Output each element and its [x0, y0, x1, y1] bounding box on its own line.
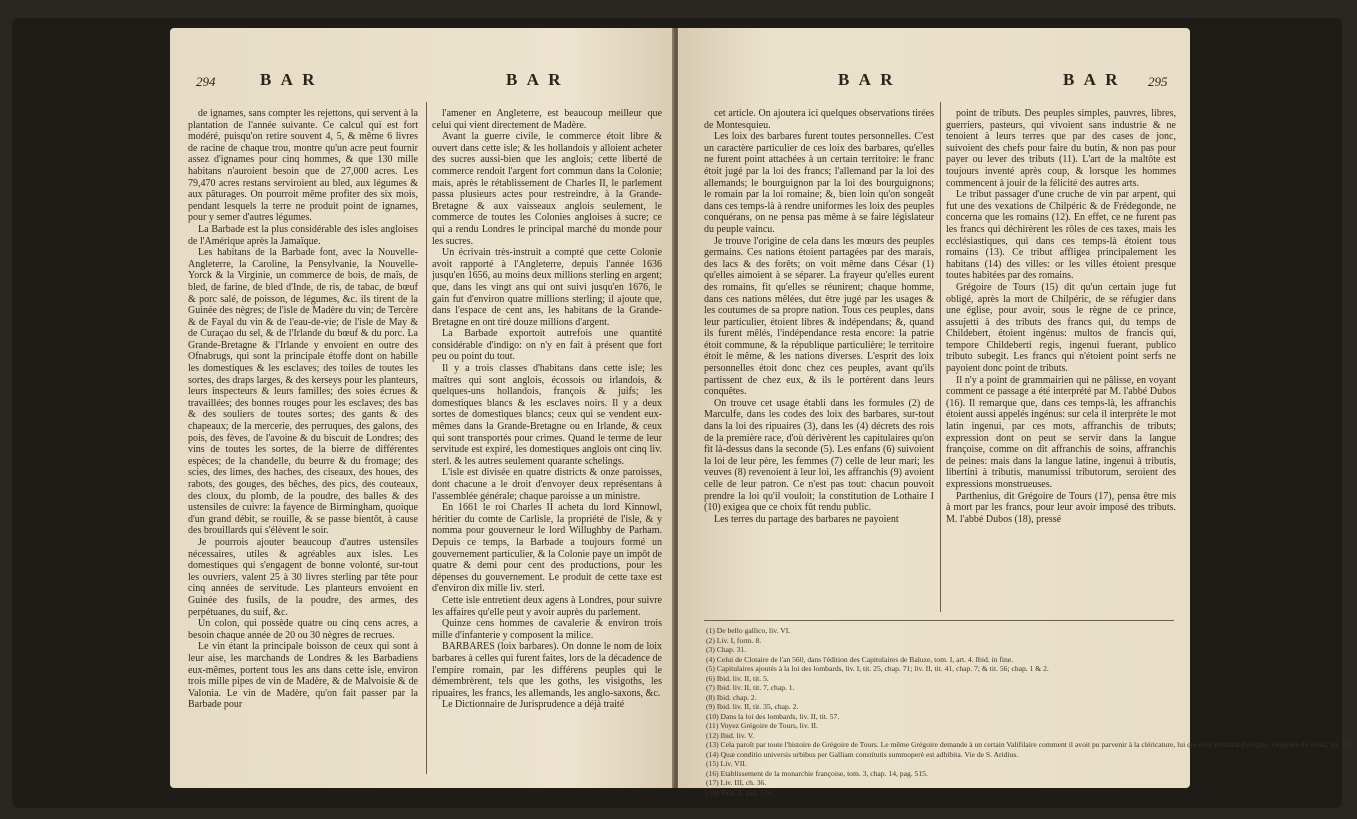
footnote: (2) Liv. I, form. 8.	[706, 635, 762, 645]
footnote: (8) Ibid. chap. 2.	[706, 692, 757, 702]
paragraph: Le tribut passager d'une cruche de vin par arpent, qui fut une des vexations de Chilpéric & de Frédegonde, ne concerna que les romains (12). En effet, ce ne furent pas les francs qui déchirèrent les rôles de ces taxes, mais les ecclésiastiques, qui dans ces temps-là étoient tous romains (13). Ce tribut affligea principalement les habitans (14) des villes: or les villes étoient presque toutes habitées par des romains.	[946, 189, 1176, 282]
paragraph: BARBARES (loix barbares). On donne le nom de loix barbares à celles qui furent faites, lors de la décadence de l'empire romain, par les différens peuples qui le démembrèrent, tels que les goths, les visigoths, les ripuaires, les francs, les allemands, les anglo-saxons, &c.	[432, 641, 662, 699]
running-head-left: B A R	[838, 70, 896, 89]
paragraph: Quinze cens hommes de cavalerie & environ trois mille d'infanterie y composent la milice.	[432, 618, 662, 641]
footnote: (11) Voyez Grégoire de Tours, liv. II.	[706, 721, 818, 730]
left-page	[170, 28, 675, 788]
footnote: (13) Cela paroît par toute l'histoire de Grégoire de Tours. Le même Grégoire demande à un certain Valifilaire comment il avoit pu parvenir à la cléricature, lui qui étoit lombard d'origine. Grégoire de Tours, liv. VIII.	[706, 740, 1357, 749]
footnote: (18) Tom. 3, pag. 514.	[706, 787, 774, 797]
paragraph: Il y a trois classes d'habitans dans cette isle; les maîtres qui sont anglois, écossois ou irlandois, & quelques-uns hollandois, françois & juifs; les domestiques blancs & les esclaves noirs. Il y a deux sortes de domestiques blancs; ceux qui se vendent eux-mêmes dans la Grande-Bretagne ou en Irlande, & ceux qui sont transportés pour crimes. Quand le terme de leur servitude est expiré, les domestiques anglois ont cinq liv. sterl. & les autres seulement quarante schelings.	[432, 363, 662, 467]
paragraph: L'isle est divisée en quatre districts & onze paroisses, dont chacune a le droit d'envoyer deux représentans à l'assemblée générale; chaque paroisse a un ministre.	[432, 467, 662, 502]
footnote: (10) Dans la loi des lombards, liv. II, tit. 57.	[706, 711, 840, 721]
paragraph: Parthenius, dit Grégoire de Tours (17), pensa être mis à mort par les francs, pour leur avoir imposé des tributs. M. l'abbé Dubos (18), pressé	[946, 490, 1176, 525]
text-column-left	[704, 108, 934, 525]
paragraph: Les terres du partage des barbares ne payoient	[714, 513, 899, 525]
paragraph: En 1661 le roi Charles II acheta du lord Kinnowl, héritier du comte de Carlisle, la propriété de l'isle, & y nomma pour gouverneur le lord Willughby de Parham. Depuis ce temps, la Barbade a toujours formé un gouvernement particulier, & la Colonie paye un impôt de quatre & demi pour cent des productions, pour les dépenses du gouvernement. Le produit de cette taxe est d'environ dix mille liv. sterl.	[432, 502, 662, 595]
page-number: 294	[196, 74, 216, 89]
footnote: (15) Liv. VII.	[706, 759, 747, 768]
footnote: (17) Liv. III, ch. 36.	[706, 778, 767, 787]
paragraph: On trouve cet usage établi dans les formules (2) de Marculfe, dans les codes des loix des barbares, sur-tout dans la loi des ripuaires (3), dans les (4) décrets des rois de la première race, d'où dérivèrent les capitulaires qu'on fit là-dessus dans la seconde (5). Les enfans (6) suivoient la loi de leur père, les femmes (7) celle de leur mari; les veuves (8) revenoient à leur loi, les affranchis (9) avoient celle de leur patron. Ce n'est pas tout: chacun pouvoit prendre la loi qu'il vouloit; la constitution de Lothaire I (10) exigea que ce choix fût rendu public.	[704, 397, 934, 514]
footnote: (12) Ibid. liv. V.	[706, 730, 755, 740]
paragraph: Il n'y a point de grammairien qui ne pâlisse, en voyant comment ce passage a été interprété par M. l'abbé Dubos (16). Il remarque que, dans ces temps-là, les affranchis étoient aussi appelés ingénus: sur cela il interprète le mot latin ingenui, par ces mots, affranchis de tributs; expression dont on peut se servir dans la langue françoise, comme on dit affranchis de soins, affranchis de peines: mais dans la langue latine, ingenui à tributis, libertini à tributis, manumissi tributorum, seroient des expressions monstrueuses.	[946, 374, 1176, 490]
page-number: 295	[1148, 74, 1168, 89]
paragraph: La Barbade exportoit autrefois une quantité considérable d'indigo: on n'y en fait à présent que fort peu ou point du tout.	[432, 328, 662, 363]
footnote: (14) Quæ conditio universis urbibus per Galliam constitutis summoperè est adhibita. Vie de S. Aridius.	[706, 749, 1019, 759]
paragraph: Avant la guerre civile, le commerce étoit libre & ouvert dans cette isle; & les hollandois y alloient acheter des sucres aussi-bien que les anglois; cette liberté de commerce rendoit l'argent fort commun dans la Colonie; mais, après le rétablissement de Charles II, le parlement passa plusieurs actes pour restreindre, à la Grande-Bretagne & aux vaisseaux anglois seulement, le commerce de toutes les Colonies angloises à sucre; ce qui a rendu Londres le principal marché du monde pour les sucres.	[432, 131, 662, 247]
paragraph: cet article. On ajoutera ici quelques observations tirées de Montesquieu.	[704, 108, 934, 131]
paragraph: La Barbade est la plus considérable des isles angloises de l'Amérique après la Jamaïque.	[188, 223, 418, 247]
text-column-right	[432, 108, 662, 711]
footnote: (16) Etablissement de la monarchie françoise, tom. 3, chap. 14, pag. 515.	[706, 768, 928, 778]
paragraph: Cette isle entretient deux agens à Londres, pour suivre les affaires qu'elle peut y avoir auprès du parlement.	[432, 594, 662, 618]
column-divider	[426, 102, 427, 774]
footnote: (3) Chap. 31.	[706, 645, 747, 654]
footnote: (7) Ibid. liv. II, tit. 7, chap. 1.	[706, 683, 795, 692]
right-page	[678, 28, 1357, 797]
footnote: (5) Capitulaires ajoutés à la loi des lombards, liv. I, tit. 25, chap. 71; liv. II, tit. 41, chap. 7; & tit. 56; chap. 1 & 2.	[706, 664, 1049, 673]
paragraph: l'amener en Angleterre, est beaucoup meilleur que celui qui vient directement de Madère.	[432, 108, 662, 131]
column-divider	[940, 102, 941, 612]
paragraph: Je trouve l'origine de cela dans les mœurs des peuples germains. Ces nations étoient partagées par des marais, des lacs & des forêts; on voit même dans César (1) qu'elles aimoient à se séparer. La frayeur qu'elles eurent des romains, fit qu'elles se réunirent; chaque homme, dans ces nations mêlées, dut être jugé par les usages & les coutumes de sa propre nation. Tous ces peuples, dans leur particulier, étoient libres & indépendans; &, quand ils furent mêlés, l'indépendance resta encore: la patrie étoit commune, & la république particulière; le territoire étoit le même, & les nations diverses. L'esprit des loix personnelles étoit donc chez ces peuples, avant qu'ils partissent de chez eux, & ils le portèrent dans leurs conquêtes.	[704, 235, 934, 398]
running-head-right: B A R	[1063, 70, 1121, 89]
footnotes	[706, 626, 1357, 797]
paragraph: Un colon, qui possède quatre ou cinq cens acres, a besoin chaque année de 20 ou 30 nègres de recrues.	[188, 618, 418, 641]
paragraph: Le Dictionnaire de Jurisprudence a déjà traité	[442, 699, 625, 711]
running-head-right: B A R	[506, 70, 564, 89]
paragraph: Les habitans de la Barbade font, avec la Nouvelle-Angleterre, la Caroline, la Pensylvanie, la Nouvelle-Yorck & la Virginie, un commerce de bois, de maïs, de bled, de farine, de bled d'Inde, de ris, de tabac, de bœuf & porc salé, de poisson, de légumes, &c. ils tirent de la Guinée des nègres; de l'isle de Madère du vin; de Tercère & de Fayal du vin & de l'eau-de-vie; de l'isle de May & de Curaçao du sel, & de l'Irlande du bœuf & du porc. La Grande-Bretagne & l'Irlande y envoient en outre des Ofnabrugs, qui sont la principale étoffe dont on habille les domestiques & les esclaves; des toiles de toutes les sortes, des draps larges, & des kerseys pour les planteurs, leurs inspecteurs & leurs familles; des soies écrues & travaillées; des bonnes rouges pour les esclaves; des bas & des souliers de toutes sortes; des gants & des chapeaux; de la mercerie, des perruques, des galons, des pois, des fèves, de l'avoine & du biscuit de Londres; des vins de toutes les sortes, de la bierre de différentes espèces; de la chandelle, du beurre & du fromage; des scies, des limes, des haches, des ciseaux, des houes, des rabots, des gouges, des bêches, des pics, des couteaux, des cloux, du plomb, de la poudre, des balles & des ustensiles de cuivre: la fayence de Birmingham, quoique d'un grand débit, se rouille, & se passe bientôt, à cause des brouillards qui s'élèvent le soir.	[188, 247, 418, 537]
footnote: (9) Ibid. liv. II, tit. 35, chap. 2.	[706, 702, 799, 711]
footnote: (4) Celui de Clotaire de l'an 560, dans l'édition des Capitulaires de Baluze, tom. I, art. 4. Ibid. in fine.	[706, 654, 1014, 664]
paragraph: Je pourrois ajouter beaucoup d'autres ustensiles nécessaires, utiles & agréables aux isles. Les domestiques qui s'engagent de bonne volonté, sur-tout les ouvriers, valent 25 à 30 livres sterling par tête pour cinq années de servitude. Les planteurs envoient en Guinée des fusils, de la poudre, des armes, des perpétuanes, du suif, &c.	[188, 536, 418, 618]
running-head-left: B A R	[260, 70, 318, 89]
paragraph: Grégoire de Tours (15) dit qu'un certain juge fut obligé, après la mort de Chilpéric, de se réfugier dans une église, pour avoir, sous le règne de ce prince, assujetti à des tributs des francs qui, du temps de Childebert, étoient ingénus: multos de francis qui, tempore Childeberti regis, ingenui fuerant, publico tributo subegit. Les francs qui n'étoient point serfs ne payoient donc point de tributs.	[946, 281, 1176, 375]
text-column-left	[188, 108, 418, 711]
paragraph: de ignames, sans compter les rejettons, qui servent à la plantation de l'année suivante. Ce calcul qui est fort modéré, puisqu'on retire souvent 4, 5, & même 6 livres de racine de chaque trou, montre qu'un acre peut fournir assez d'ignames pour cinq hommes, & que 130 mille habitans n'auroient besoin que de 27,000 acres. Les 79,470 acres restans serviroient au bled, aux légumes & aux pâturages. On pourroit même profiter des six mois, pendant lesquels la terre ne produit point de ignames, pour y semer d'autres légumes.	[188, 108, 418, 224]
text-column-right	[946, 108, 1176, 525]
paragraph: Le vin étant la principale boisson de ceux qui sont à leur aise, les marchands de Londres & les Barbadiens eux-mêmes, portent tous les ans dans cette isle, environ trois mille pipes de vin de Madère, & de Malvoisie & de Valonia. Le vin de Madère, qu'on fait passer par la Barbade pour	[188, 641, 418, 711]
paragraph: Un écrivain très-instruit a compté que cette Colonie avoit rapporté à l'Angleterre, depuis l'année 1636 jusqu'en 1656, au moins deux millions sterling en argent; que, dans les vingt ans qui ont suivi jusqu'en 1676, le gain fut d'environ quatre millions sterling; il ajoute que, dans l'espace de cent ans, les habitans de la Grande-Bretagne en ont tiré douze millions d'argent.	[432, 247, 662, 328]
paragraph: point de tributs. Des peuples simples, pauvres, libres, guerriers, pasteurs, qui vivoient sans industrie & ne tenoient à leurs terres que par des cases de jonc, suivoient des chefs pour faire du butin, & non pas pour payer ou lever des tributs (11). L'art de la maltôte est toujours inventé après coup, & lorsque les hommes commencent à jouir de la félicité des autres arts.	[946, 108, 1176, 189]
paragraph: Les loix des barbares furent toutes personnelles. C'est un caractère particulier de ces loix des barbares, qu'elles ne furent point attachées à un certain territoire: le franc étoit jugé par la loi des francs; l'allemand par la loi des allemands; le bourguignon par la loi des bourguignons; le romain par la loi romaine; &, bien loin qu'on songeât dans ces temps-là à rendre uniformes les loix des peuples conquérans, on ne pensa pas même à se faire législateur du peuple vaincu.	[704, 131, 934, 235]
footnote: (1) De bello gallico, liv. VI.	[706, 626, 791, 635]
footnote-rule	[704, 620, 1174, 621]
footnote: (6) Ibid. liv. II, tit. 5.	[706, 673, 769, 683]
